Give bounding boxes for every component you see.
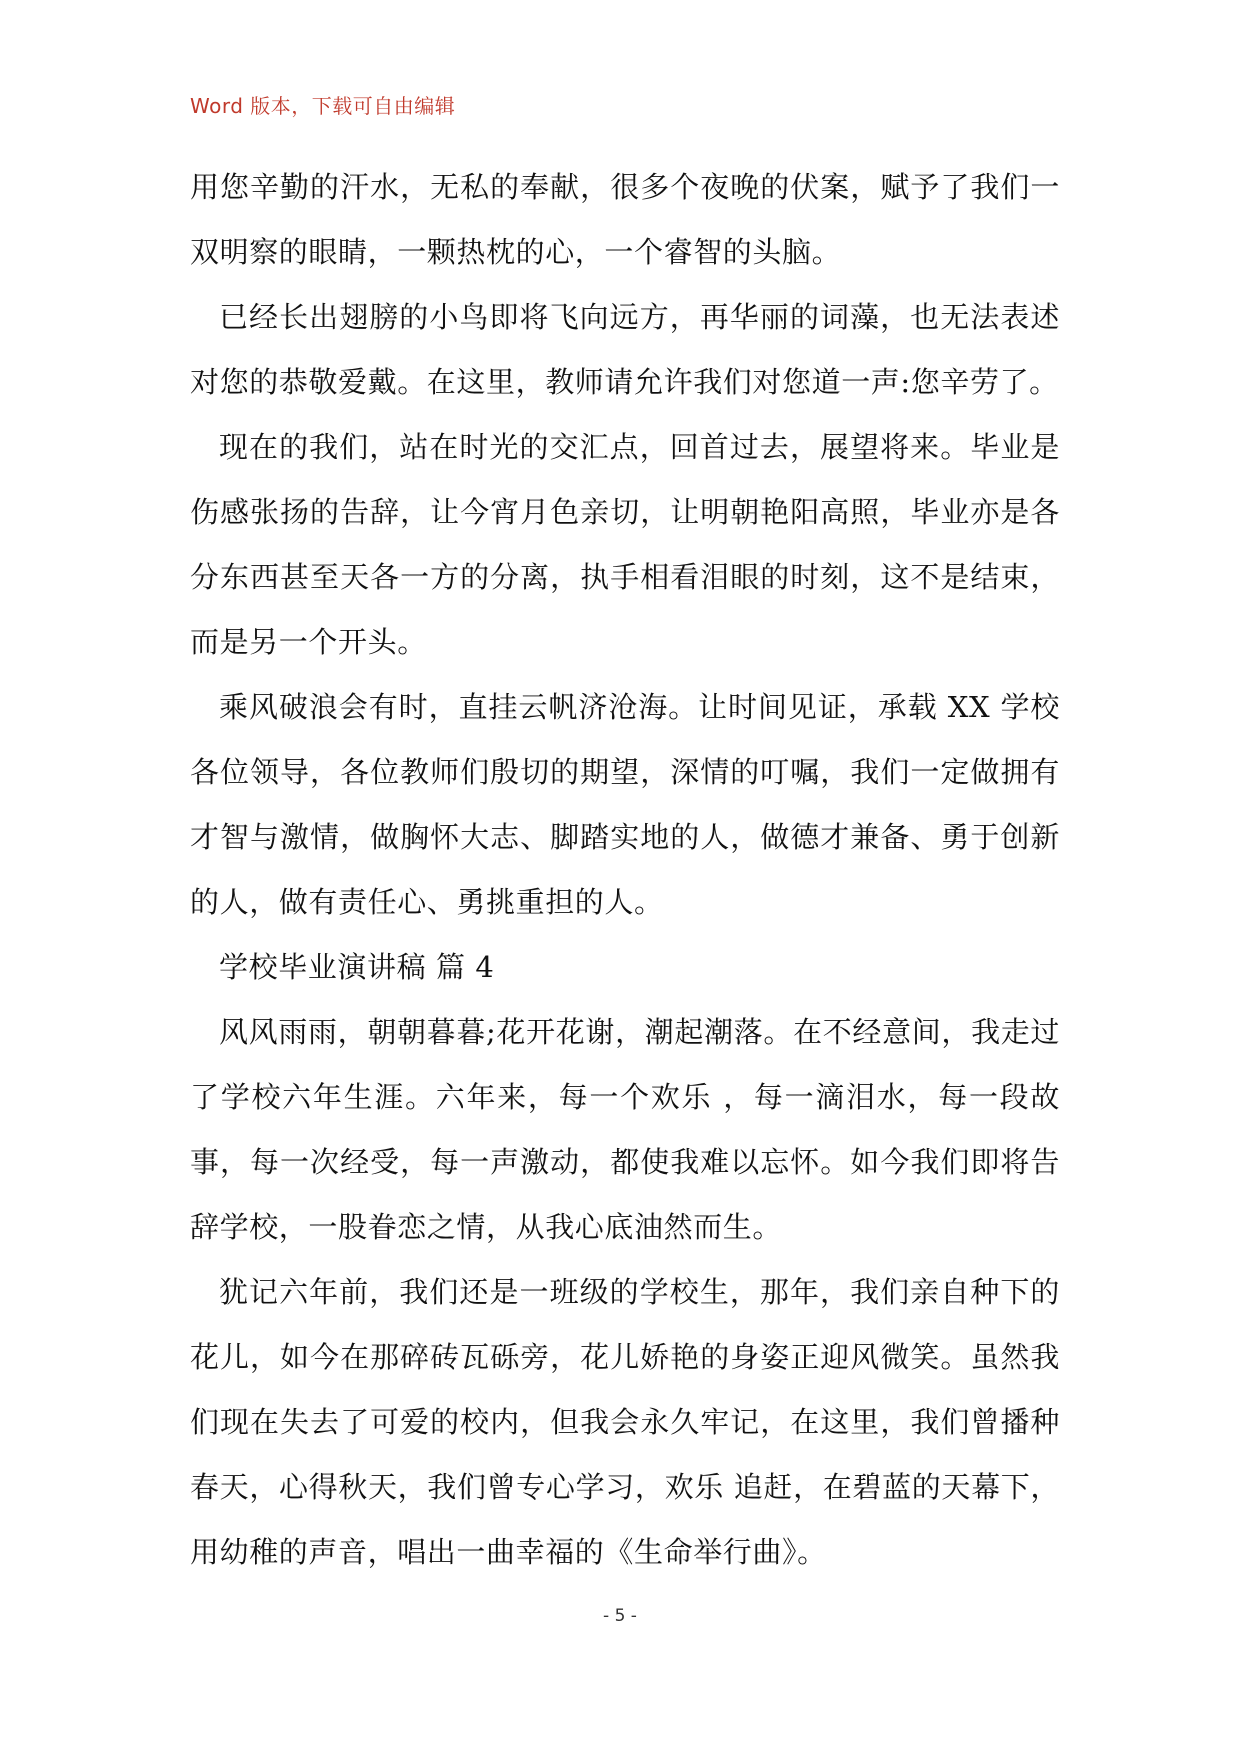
document-body	[190, 155, 1060, 1585]
paragraph: 风风雨雨，朝朝暮暮;花开花谢，潮起潮落。在不经意间，我走过了学校六年生涯。六年来，每一个欢乐 ，每一滴泪水，每一段故事，每一次经受，每一声激动，都使我难以忘怀。如今我们即将告辞学校，一股眷恋之情，从我心底油然而生。	[190, 1015, 1060, 1244]
page-number: - 5 -	[603, 1606, 637, 1626]
paragraph: 乘风破浪会有时，直挂云帆济沧海。让时间见证，承载 XX 学校各位领导，各位教师们殷切的期望，深情的叮嘱，我们一定做拥有才智与激情，做胸怀大志、脚踏实地的人，做德才兼备、勇于创新的人，做有责任心、勇挑重担的人。	[190, 690, 1060, 919]
paragraph: 已经长出翅膀的小鸟即将飞向远方，再华丽的词藻，也无法表述对您的恭敬爱戴。在这里，教师请允许我们对您道一声:您辛劳了。	[190, 300, 1060, 399]
paragraph: 犹记六年前，我们还是一班级的学校生，那年，我们亲自种下的花儿，如今在那碎砖瓦砾旁，花儿娇艳的身姿正迎风微笑。虽然我们现在失去了可爱的校内，但我会永久牢记，在这里，我们曾播种春天，心得秋天，我们曾专心学习，欢乐 追赶，在碧蓝的天幕下，用幼稚的声音，唱出一曲幸福的《生命举行曲》。	[190, 1275, 1060, 1569]
header-note: Word 版本，下载可自由编辑	[190, 94, 456, 118]
section-heading: 学校毕业演讲稿 篇 4	[219, 950, 495, 984]
paragraph: 现在的我们，站在时光的交汇点，回首过去，展望将来。毕业是伤感张扬的告辞，让今宵月色亲切，让明朝艳阳高照，毕业亦是各分东西甚至天各一方的分离，执手相看泪眼的时刻，这不是结束，而是另一个开头。	[190, 430, 1060, 659]
paragraph: 用您辛勤的汗水，无私的奉献，很多个夜晚的伏案，赋予了我们一双明察的眼睛，一颗热枕的心，一个睿智的头脑。	[190, 170, 1060, 269]
